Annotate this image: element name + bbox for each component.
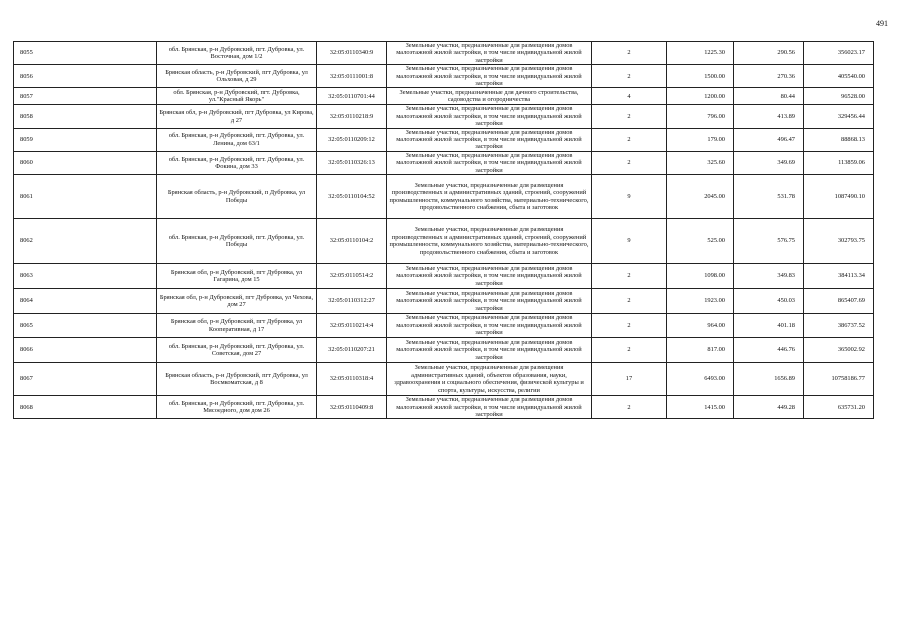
table-row [14,338,874,363]
row-rate: 576.75 [734,219,804,264]
row-id: 8058 [14,105,157,128]
row-id: 8060 [14,151,157,174]
row-rate: 449.28 [734,396,804,419]
row-area: 796.00 [667,105,734,128]
row-quantity: 2 [592,151,667,174]
row-cadastral-number: 32:05:0110326:13 [317,151,387,174]
row-land-purpose: Земельные участки, предназначенные для размещения домов малоэтажной жилой застройки, в том числе индивидуальной жилой застройки [387,128,592,151]
row-land-purpose: Земельные участки, предназначенные для размещения производственных и административных зданий, строений, сооружений промышленности, коммунального хозяйства, материально-технического, продовольственного снабжения, сбыта и заготовок [387,175,592,219]
row-cadastral-value: 865407.69 [804,289,874,314]
row-cadastral-value: 386737.52 [804,314,874,338]
table-row [14,264,874,289]
row-cadastral-number: 32:05:0110318:4 [317,363,387,396]
row-rate: 80.44 [734,88,804,105]
row-address: Брянская область, р-н Дубровский, п Дубровка, ул Победы [157,175,317,219]
row-quantity: 2 [592,65,667,88]
row-cadastral-value: 10758186.77 [804,363,874,396]
row-address: обл. Брянская, р-н Дубровский, пгт. Дубровка, ул. Победы [157,219,317,264]
row-area: 1225.30 [667,42,734,65]
row-area: 1415.00 [667,396,734,419]
row-quantity: 2 [592,128,667,151]
row-address: Брянская область, р-н Дубровский, пгт Дубровка, ул Восмкоматская, д 8 [157,363,317,396]
row-id: 8065 [14,314,157,338]
table-row [14,105,874,128]
row-land-purpose: Земельные участки, предназначенные для размещения производственных и административных зданий, строений, сооружений промышленности, коммунального хозяйства, материально-технического, продовольственного снабжения, сбыта и заготовок [387,219,592,264]
table-row [14,151,874,174]
row-address: обл. Брянская, р-н Дубровский, пгт. Дубровка, ул. Советская, дом 27 [157,338,317,363]
row-id: 8063 [14,264,157,289]
row-land-purpose: Земельные участки, предназначенные для размещения домов малоэтажной жилой застройки, в том числе индивидуальной жилой застройки [387,42,592,65]
row-rate: 450.03 [734,289,804,314]
row-cadastral-value: 635731.20 [804,396,874,419]
row-quantity: 17 [592,363,667,396]
table-row [14,42,874,65]
table-row [14,289,874,314]
row-area: 817.00 [667,338,734,363]
table-row [14,88,874,105]
row-address: обл. Брянская, р-н Дубровский, пгт. Дубровка, ул."Красный Якорь" [157,88,317,105]
row-rate: 349.83 [734,264,804,289]
row-rate: 446.76 [734,338,804,363]
row-rate: 413.89 [734,105,804,128]
row-area: 964.00 [667,314,734,338]
row-id: 8066 [14,338,157,363]
row-cadastral-number: 32:05:0110340:9 [317,42,387,65]
row-address: Брянская обл, р-н Дубровский, пгт Дубровка, ул Чехова, дом 27 [157,289,317,314]
row-cadastral-number: 32:05:0110409:8 [317,396,387,419]
row-land-purpose: Земельные участки, предназначенные для дачного строительства, садоводства и огородничества [387,88,592,105]
row-cadastral-number: 32:05:0110214:4 [317,314,387,338]
table-body [14,42,874,419]
row-area: 1923.00 [667,289,734,314]
row-id: 8067 [14,363,157,396]
land-registry-table [13,41,874,419]
table-row [14,65,874,88]
row-land-purpose: Земельные участки, предназначенные для размещения домов малоэтажной жилой застройки, в том числе индивидуальной жилой застройки [387,314,592,338]
row-quantity: 4 [592,88,667,105]
row-id: 8064 [14,289,157,314]
row-id: 8061 [14,175,157,219]
row-id: 8055 [14,42,157,65]
row-cadastral-value: 88868.13 [804,128,874,151]
row-address: обл. Брянская, р-н Дубровский, пгт. Дубровка, ул. Фокина, дом 33 [157,151,317,174]
row-area: 1200.00 [667,88,734,105]
row-rate: 531.78 [734,175,804,219]
row-rate: 290.56 [734,42,804,65]
row-quantity: 2 [592,42,667,65]
row-quantity: 2 [592,289,667,314]
row-land-purpose: Земельные участки, предназначенные для размещения домов малоэтажной жилой застройки, в том числе индивидуальной жилой застройки [387,396,592,419]
row-land-purpose: Земельные участки, предназначенные для размещения домов малоэтажной жилой застройки, в том числе индивидуальной жилой застройки [387,289,592,314]
row-rate: 496.47 [734,128,804,151]
row-quantity: 9 [592,219,667,264]
row-cadastral-number: 32:05:0110104:52 [317,175,387,219]
row-quantity: 9 [592,175,667,219]
table-row [14,175,874,219]
row-rate: 270.36 [734,65,804,88]
row-cadastral-value: 302793.75 [804,219,874,264]
row-address: обл. Брянская, р-н Дубровский, пгт. Дубровка, ул. Ленина, дом 63/1 [157,128,317,151]
row-area: 179.00 [667,128,734,151]
row-area: 1098.00 [667,264,734,289]
table-row [14,396,874,419]
row-rate: 1656.89 [734,363,804,396]
row-quantity: 2 [592,264,667,289]
row-quantity: 2 [592,314,667,338]
row-cadastral-value: 405540.00 [804,65,874,88]
row-land-purpose: Земельные участки, предназначенные для размещения домов малоэтажной жилой застройки, в том числе индивидуальной жилой застройки [387,151,592,174]
row-id: 8059 [14,128,157,151]
row-address: Брянская обл, р-н Дубровский, пгт Дубровка, ул Кирова, д 27 [157,105,317,128]
row-quantity: 2 [592,338,667,363]
row-area: 2045.00 [667,175,734,219]
row-cadastral-value: 96528.00 [804,88,874,105]
row-cadastral-value: 113859.06 [804,151,874,174]
row-land-purpose: Земельные участки, предназначенные для размещения административных зданий, объектов образования, науки, здравоохранения и социального обеспечения, физической культуры и спорта, культуры, искусства, религии [387,363,592,396]
row-quantity: 2 [592,105,667,128]
row-cadastral-number: 32:05:0110207:21 [317,338,387,363]
table-row [14,128,874,151]
row-id: 8068 [14,396,157,419]
table-row [14,314,874,338]
row-address: обл. Брянская, р-н Дубровский, пгт. Дубровка, ул. Восточная, дом 1/2 [157,42,317,65]
row-land-purpose: Земельные участки, предназначенные для размещения домов малоэтажной жилой застройки, в том числе индивидуальной жилой застройки [387,65,592,88]
row-cadastral-number: 32:05:0110514:2 [317,264,387,289]
page-number: 491 [876,19,888,28]
row-land-purpose: Земельные участки, предназначенные для размещения домов малоэтажной жилой застройки, в том числе индивидуальной жилой застройки [387,264,592,289]
row-address: Брянская обл, р-н Дубровский, пгт Дубровка, ул Кооперативная, д 17 [157,314,317,338]
row-cadastral-number: 32:05:0110701:44 [317,88,387,105]
row-cadastral-number: 32:05:0110209:12 [317,128,387,151]
row-address: обл. Брянская, р-н Дубровский, пгт. Дубровка, ул. Мясоедного, дом дом 26 [157,396,317,419]
row-id: 8056 [14,65,157,88]
row-area: 1500.00 [667,65,734,88]
row-cadastral-number: 32:05:0110104:2 [317,219,387,264]
row-cadastral-value: 1087490.10 [804,175,874,219]
row-quantity: 2 [592,396,667,419]
row-rate: 349.69 [734,151,804,174]
row-land-purpose: Земельные участки, предназначенные для размещения домов малоэтажной жилой застройки, в том числе индивидуальной жилой застройки [387,338,592,363]
table-row [14,219,874,264]
row-cadastral-number: 32:05:0110218:9 [317,105,387,128]
row-area: 325.60 [667,151,734,174]
row-id: 8062 [14,219,157,264]
row-id: 8057 [14,88,157,105]
row-cadastral-number: 32:05:0111001:8 [317,65,387,88]
row-address: Брянская обл, р-н Дубровский, пгт Дубровка, ул Гагарина, дом 15 [157,264,317,289]
table-row [14,363,874,396]
row-land-purpose: Земельные участки, предназначенные для размещения домов малоэтажной жилой застройки, в том числе индивидуальной жилой застройки [387,105,592,128]
row-cadastral-number: 32:05:0110312:27 [317,289,387,314]
row-area: 525.00 [667,219,734,264]
row-rate: 401.18 [734,314,804,338]
row-address: Брянская область, р-н Дубровский, пгт Дубровка, ул Ольховая, д 29 [157,65,317,88]
row-area: 6493.00 [667,363,734,396]
row-cadastral-value: 356023.17 [804,42,874,65]
row-cadastral-value: 365002.92 [804,338,874,363]
row-cadastral-value: 384113.34 [804,264,874,289]
row-cadastral-value: 329456.44 [804,105,874,128]
